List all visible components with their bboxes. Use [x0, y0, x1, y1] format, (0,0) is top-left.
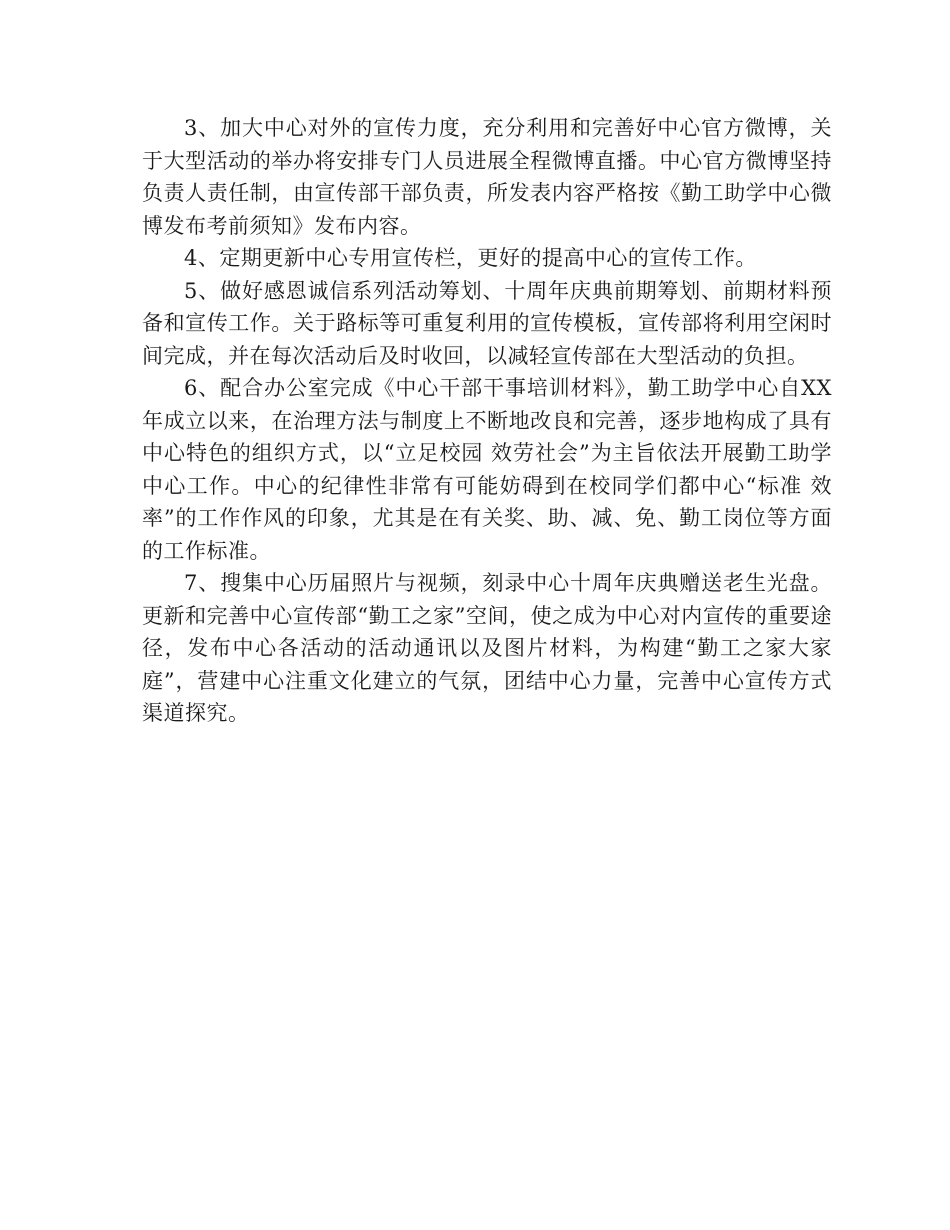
paragraph-item-4: 4、定期更新中心专用宣传栏，更好的提高中心的宣传工作。: [184, 246, 757, 270]
paragraph-item-7: 7、搜集中心历届照片与视频，刻录中心十周年庆典赠送老生光盘。更新和完善中心宣传部“勤工之家”空间，使之成为中心对内宣传的重要途径，发布中心各活动的活动通讯以及图片材料，为构建“勤工之家大家庭”，营建中心注重文化建立的气氛，团结中心力量，完善中心宣传方式渠道探究。: [142, 571, 832, 725]
paragraph-item-3: 3、加大中心对外的宣传力度，充分利用和完善好中心官方微博，关于大型活动的举办将安排专门人员进展全程微博直播。中心官方微博坚持负责人责任制，由宣传部干部负责，所发表内容严格按《勤工助学中心微博发布考前须知》发布内容。: [142, 116, 832, 238]
paragraph-item-6: 6、配合办公室完成《中心干部干事培训材料》，勤工助学中心自XX年成立以来，在治理方法与制度上不断地改良和完善，逐步地构成了具有中心特色的组织方式，以“立足校园 效劳社会”为主旨依法开展勤工助学中心工作。中心的纪律性非常有可能妨碍到在校同学们都中心“标准 效率”的工作作风的印象，尤其是在有关奖、助、减、免、勤工岗位等方面的工作标准。: [142, 376, 832, 563]
paragraph-item-5: 5、做好感恩诚信系列活动筹划、十周年庆典前期筹划、前期材料预备和宣传工作。关于路标等可重复利用的宣传模板，宣传部将利用空闲时间完成，并在每次活动后及时收回，以减轻宣传部在大型活动的负担。: [142, 278, 832, 368]
document-body: [142, 112, 832, 730]
